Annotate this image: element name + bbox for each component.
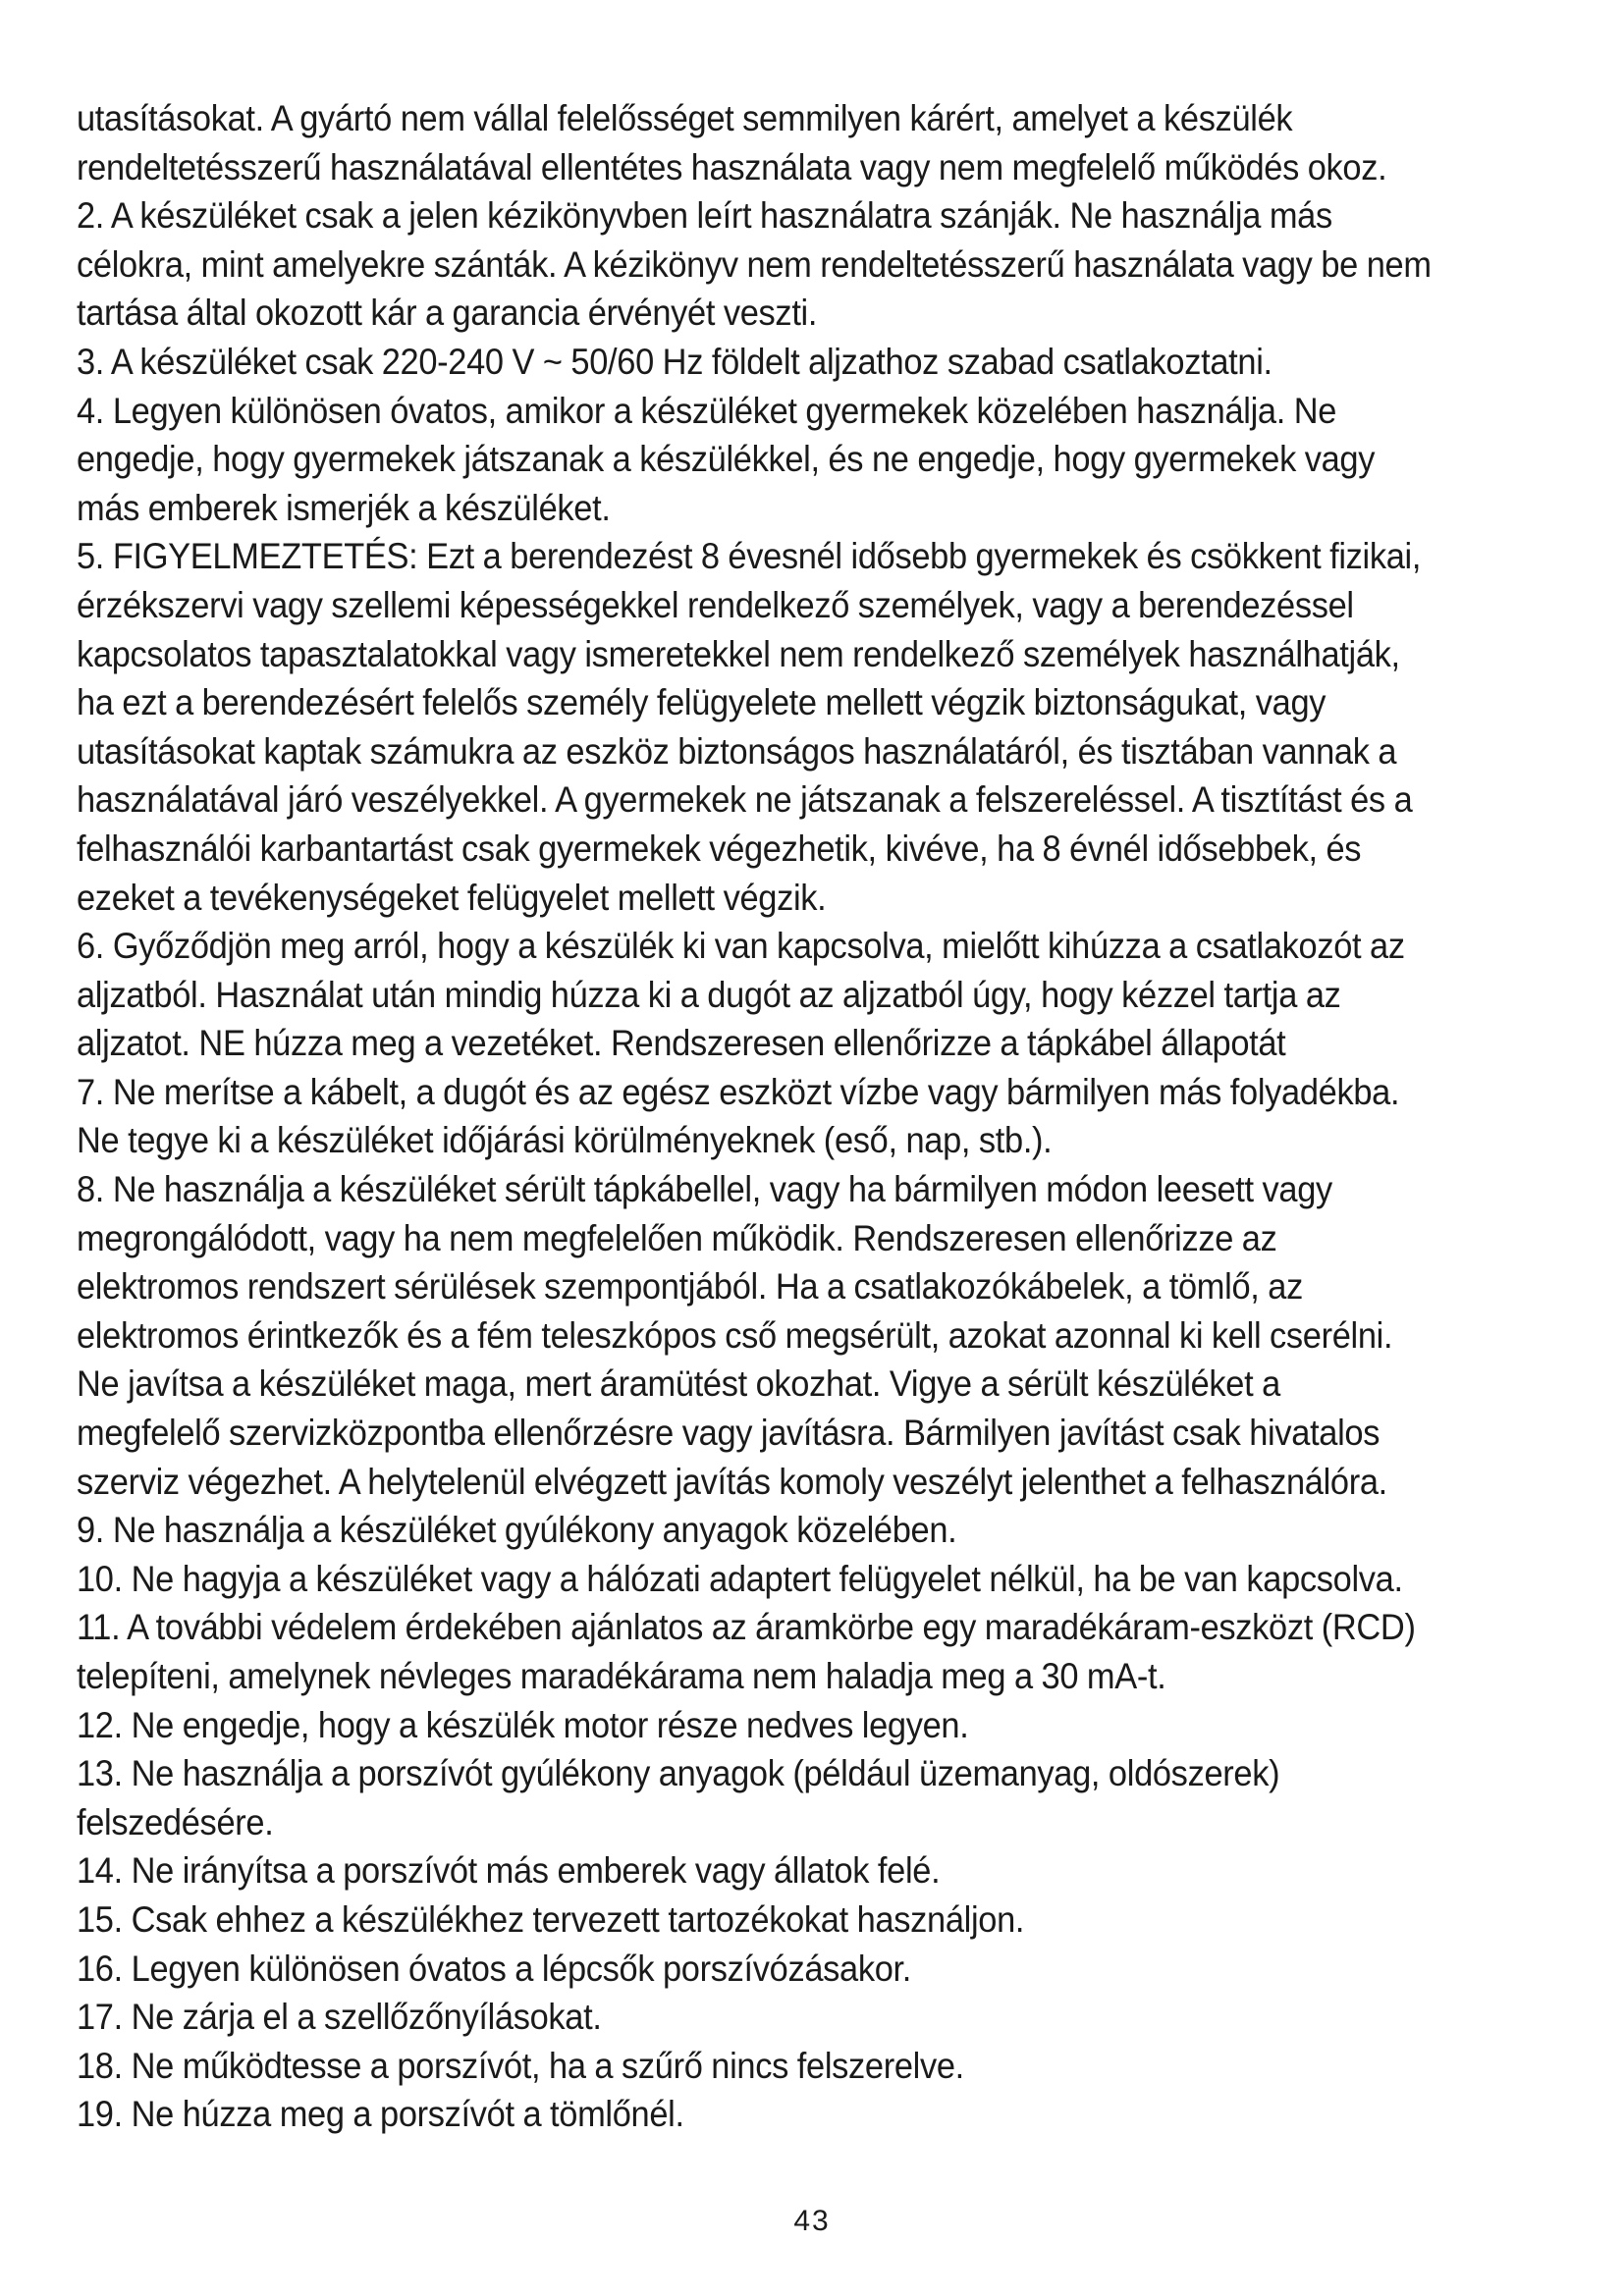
text-line: megrongálódott, vagy ha nem megfelelően működik. Rendszeresen ellenőrizze az (77, 1217, 1277, 1258)
text-line: utasításokat kaptak számukra az eszköz biztonságos használatáról, és tisztában vannak a (77, 730, 1397, 772)
text-line: aljzatból. Használat után mindig húzza ki a dugót az aljzatból úgy, hogy kézzel tartja az (77, 974, 1341, 1015)
text-line: 13. Ne használja a porszívót gyúlékony anyagok (például üzemanyag, oldószerek) (77, 1753, 1280, 1794)
text-line: 2. A készüléket csak a jelen kézikönyvben leírt használatra szánják. Ne használja más (77, 195, 1332, 237)
text-line: 8. Ne használja a készüléket sérült tápkábellel, vagy ha bármilyen módon leesett vagy (77, 1169, 1332, 1210)
text-line: tartása által okozott kár a garancia érvényét veszti. (77, 293, 818, 334)
text-line: 9. Ne használja a készüléket gyúlékony anyagok közelében. (77, 1510, 957, 1551)
text-line: érzékszervi vagy szellemi képességekkel rendelkező személyek, vagy a berendezéssel (77, 584, 1354, 625)
text-line: 18. Ne működtesse a porszívót, ha a szűrő nincs felszerelve. (77, 2045, 964, 2086)
text-line: 12. Ne engedje, hogy a készülék motor része nedves legyen. (77, 1704, 969, 1745)
text-line: 16. Legyen különösen óvatos a lépcsők porszívózásakor. (77, 1948, 911, 1989)
text-line: célokra, mint amelyekre szánták. A kézikönyv nem rendeltetésszerű használata vagy be nem (77, 243, 1432, 285)
text-line: 15. Csak ehhez a készülékhez tervezett tartozékokat használjon. (77, 1898, 1025, 1940)
text-line: Ne javítsa a készüléket maga, mert áramütést okozhat. Vigye a sérült készüléket a (77, 1363, 1280, 1405)
paragraph-9 (77, 1506, 1474, 1555)
page-number: 43 (793, 2205, 831, 2237)
paragraph-11 (77, 1603, 1474, 1700)
text-line: 17. Ne zárja el a szellőzőnyílásokat. (77, 1997, 602, 2038)
paragraph-10 (77, 1555, 1474, 1604)
paragraph-16 (77, 1945, 1474, 1994)
paragraph-13 (77, 1749, 1474, 1846)
text-line: ezeket a tevékenységeket felügyelet mellett végzik. (77, 877, 827, 918)
text-line: rendeltetésszerű használatával ellentétes használata vagy nem megfelelő működés okoz. (77, 146, 1387, 187)
paragraph-4 (77, 387, 1474, 533)
document-body (77, 94, 1474, 2139)
text-line: használatával járó veszélyekkel. A gyermekek ne játszanak a felszereléssel. A tisztítást és a (77, 779, 1413, 821)
text-line: szerviz végezhet. A helytelenül elvégzett javítás komoly veszélyt jelenthet a felhasználóra. (77, 1461, 1387, 1502)
text-line: telepíteni, amelynek névleges maradékárama nem haladja meg a 30 mA-t. (77, 1656, 1166, 1696)
paragraph-15 (77, 1896, 1474, 1945)
text-line: 10. Ne hagyja a készüléket vagy a hálózati adaptert felügyelet nélkül, ha be van kapcsolva. (77, 1558, 1403, 1599)
text-line: elektromos érintkezők és a fém teleszkópos cső megsérült, azokat azonnal ki kell cserélni. (77, 1314, 1393, 1356)
text-line: más emberek ismerjék a készüléket. (77, 487, 611, 528)
text-line: engedje, hogy gyermekek játszanak a készülékkel, és ne engedje, hogy gyermekek vagy (77, 439, 1376, 480)
text-line: 4. Legyen különösen óvatos, amikor a készüléket gyermekek közelében használja. Ne (77, 390, 1337, 431)
paragraph-1 (77, 94, 1474, 191)
text-line: 5. FIGYELMEZTETÉS: Ezt a berendezést 8 évesnél idősebb gyermekek és csökkent fizikai, (77, 536, 1422, 577)
paragraph-5 (77, 532, 1474, 922)
paragraph-18 (77, 2042, 1474, 2091)
text-line: 11. A további védelem érdekében ajánlatos az áramkörbe egy maradékáram-eszközt (RCD) (77, 1607, 1416, 1648)
text-line: 19. Ne húzza meg a porszívót a tömlőnél. (77, 2094, 684, 2135)
text-line: 6. Győződjön meg arról, hogy a készülék ki van kapcsolva, mielőtt kihúzza a csatlakozót az (77, 926, 1405, 967)
paragraph-2 (77, 191, 1474, 338)
text-line: felszedésére. (77, 1801, 274, 1842)
paragraph-6 (77, 922, 1474, 1068)
paragraph-17 (77, 1993, 1474, 2042)
text-line: ha ezt a berendezésért felelős személy felügyelete mellett végzik biztonságukat, vagy (77, 682, 1326, 723)
paragraph-12 (77, 1701, 1474, 1750)
text-line: elektromos rendszert sérülések szempontjából. Ha a csatlakozókábelek, a tömlő, az (77, 1266, 1303, 1308)
text-line: 7. Ne merítse a kábelt, a dugót és az egész eszközt vízbe vagy bármilyen más folyadékba. (77, 1071, 1400, 1112)
text-line: kapcsolatos tapasztalatokkal vagy ismeretekkel nem rendelkező személyek használhatják, (77, 633, 1400, 674)
text-line: 14. Ne irányítsa a porszívót más emberek vagy állatok felé. (77, 1850, 941, 1892)
paragraph-3 (77, 338, 1474, 387)
text-line: 3. A készüléket csak 220-240 V ~ 50/60 Hz földelt aljzathoz szabad csatlakoztatni. (77, 341, 1272, 382)
text-line: utasításokat. A gyártó nem vállal felelősséget semmilyen kárért, amelyet a készülék (77, 98, 1293, 138)
text-line: Ne tegye ki a készüléket időjárási körülményeknek (eső, nap, stb.). (77, 1120, 1053, 1161)
paragraph-7 (77, 1068, 1474, 1165)
text-line: felhasználói karbantartást csak gyermekek végezhetik, kivéve, ha 8 évnél idősebbek, és (77, 828, 1362, 869)
text-line: aljzatot. NE húzza meg a vezetéket. Rendszeresen ellenőrizze a tápkábel állapotát (77, 1023, 1286, 1064)
paragraph-14 (77, 1846, 1474, 1896)
paragraph-8 (77, 1165, 1474, 1506)
paragraph-19 (77, 2090, 1474, 2139)
text-line: megfelelő szervizközpontba ellenőrzésre vagy javításra. Bármilyen javítást csak hivatalos (77, 1413, 1380, 1454)
